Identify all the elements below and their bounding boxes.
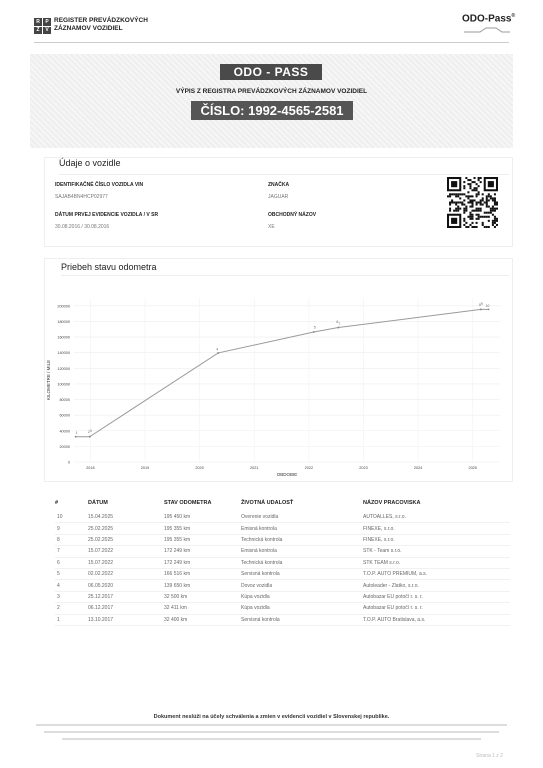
y-axis-label: KILOMETRE / MILE [46, 359, 51, 401]
cell-index: 7 [55, 546, 88, 557]
first-registration-label: DÁTUM PRVEJ EVIDENCIE VOZIDLA / V SR [55, 212, 159, 218]
data-point [75, 436, 77, 438]
y-tick-label: 140000 [57, 351, 70, 356]
cell-date: 02.02.2022 [88, 568, 164, 579]
table-row [55, 546, 510, 557]
y-tick-label: 40000 [59, 429, 70, 434]
footer-note: Dokument neslúži na účely schválenia a zmien v evidencii vozidiel v Slovenskej republike. [153, 714, 390, 720]
x-tick-label: 2023 [359, 466, 368, 470]
y-tick-label: 180000 [57, 319, 70, 324]
cell-event: Emisná kontrola [241, 523, 363, 534]
register-title-line1: REGISTER PREVÁDZKOVÝCH [54, 17, 148, 24]
cell-event: Technická kontrola [241, 557, 363, 568]
data-point-label: 1 [75, 431, 78, 436]
qr-code-icon [447, 177, 498, 228]
model-value: XE [268, 224, 275, 230]
x-axis-label: OBDOBIE [276, 472, 298, 477]
brand-car-icon [462, 26, 512, 34]
cell-odometer: 32 411 km [164, 603, 241, 614]
y-tick-label: 20000 [59, 444, 70, 449]
cell-event: Servisná kontrola [241, 568, 363, 579]
cell-event: Technická kontrola [241, 534, 363, 545]
col-header-workshop: NÁZOV PRACOVISKA [363, 500, 421, 506]
data-point [89, 436, 91, 438]
table-row [55, 603, 510, 614]
table-row [55, 568, 510, 579]
cell-workshop: Autobazar EU potočí r. s. r. [363, 603, 510, 614]
register-title-line2: ZÁZNAMOV VOZIDIEL [54, 25, 123, 32]
data-point [337, 327, 339, 329]
cell-event: Kúpa vozidla [241, 591, 363, 602]
cell-event: Servisná kontrola [241, 614, 363, 625]
vehicle-card [44, 157, 513, 247]
cell-index: 3 [55, 591, 88, 602]
odometer-chart [44, 290, 511, 480]
data-point-label: 8 [478, 302, 481, 307]
cell-date: 25.02.2025 [88, 534, 164, 545]
y-tick-label: 160000 [57, 335, 70, 340]
header-divider [34, 42, 509, 43]
cell-date: 15.04.2025 [88, 512, 164, 523]
data-point-label: 7 [338, 321, 341, 326]
cell-odometer: 139 650 km [164, 580, 241, 591]
register-title [54, 17, 148, 33]
table-row [55, 591, 510, 602]
cell-index: 2 [55, 603, 88, 614]
document-number: ČÍSLO: 1992-4565-2581 [191, 101, 353, 120]
table-row [55, 523, 510, 534]
odometer-history-table [55, 500, 510, 626]
vin-label: IDENTIFIKAČNÉ ČÍSLO VOZIDLA VIN [55, 182, 144, 188]
cell-odometer: 195 355 km [164, 534, 241, 545]
cell-workshop: Autoleader - Zlatko, s.r.o. [363, 580, 510, 591]
cell-index: 10 [55, 512, 88, 523]
data-point-label: 5 [313, 325, 316, 330]
table-row [55, 614, 510, 625]
col-header-date: DÁTUM [88, 500, 108, 506]
cell-date: 25.02.2025 [88, 523, 164, 534]
cell-odometer: 172 249 km [164, 546, 241, 557]
cell-index: 4 [55, 580, 88, 591]
brand-name: ODO-Pass [462, 13, 512, 25]
table-row [55, 557, 510, 568]
document-subtitle: VÝPIS Z REGISTRA PREVÁDZKOVÝCH ZÁZNAMOV VOZIDIEL [175, 88, 368, 95]
cell-workshop: T.O.P. AUTO PREMIUM, a.s. [363, 568, 510, 579]
first-registration-value: 30.08.2016 / 30.08.2016 [55, 224, 110, 230]
cell-index: 1 [55, 614, 88, 625]
cell-workshop: Autobazar EU potočí r. s. r. [363, 591, 510, 602]
table-header-row [55, 500, 510, 512]
y-tick-label: 200000 [57, 304, 70, 309]
cell-odometer: 172 249 km [164, 557, 241, 568]
col-header-index: # [55, 500, 59, 506]
cell-odometer: 166 516 km [164, 568, 241, 579]
logo-letter: P [43, 18, 51, 26]
data-point-label: 6 [336, 319, 339, 324]
y-tick-label: 100000 [57, 382, 70, 387]
cell-workshop: T.O.P. AUTO Bratislava, a.s. [363, 614, 510, 625]
table-row [55, 580, 510, 591]
x-tick-label: 2022 [304, 466, 314, 470]
x-tick-label: 2020 [195, 466, 204, 470]
page-number: Strana 1 z 2 [476, 753, 503, 759]
table-row [55, 534, 510, 545]
cell-odometer: 32 500 km [164, 591, 241, 602]
x-tick-label: 2019 [140, 466, 150, 470]
cell-date: 13.10.2017 [88, 614, 164, 625]
fine-print-line [44, 731, 499, 733]
logo-letter: R [34, 18, 42, 26]
y-tick-label: 120000 [57, 366, 70, 371]
cell-odometer: 32 400 km [164, 614, 241, 625]
data-point [217, 352, 219, 354]
data-point [313, 331, 315, 333]
table-row [55, 512, 510, 523]
data-point-label: 2 [87, 430, 90, 435]
cell-odometer: 195 450 km [164, 512, 241, 523]
cell-date: 15.07.2022 [88, 557, 164, 568]
data-point-label: 3 [89, 429, 92, 434]
cell-date: 15.07.2022 [88, 546, 164, 557]
odometer-section-title: Priebeh stavu odometra [61, 262, 157, 272]
y-tick-label: 0 [67, 460, 70, 465]
cell-event: Dovoz vozidla [241, 580, 363, 591]
x-tick-label: 2021 [250, 466, 259, 470]
cell-event: Kúpa vozidla [241, 603, 363, 614]
fine-print-line [36, 724, 507, 726]
data-point-label: 4 [216, 347, 219, 352]
logo-letter: Z [34, 27, 42, 35]
brand-label: ZNAČKA [268, 182, 290, 188]
vehicle-title-divider [59, 174, 509, 175]
vehicle-section-title: Údaje o vozidle [59, 158, 121, 168]
cell-index: 6 [55, 557, 88, 568]
cell-date: 25.12.2017 [88, 591, 164, 602]
odo-pass-brand [462, 13, 515, 24]
odometer-series-line [76, 309, 489, 436]
cell-workshop: STK TEAM s.r.o. [363, 557, 510, 568]
data-point-label: 9 [480, 301, 483, 306]
document-title: ODO - PASS [220, 64, 322, 80]
x-tick-label: 2018 [86, 466, 95, 470]
cell-event: Overenie vozidla [241, 512, 363, 523]
fine-print-line [62, 738, 481, 740]
vin-value: SAJAB4BN4HCP02977 [55, 194, 108, 200]
cell-workshop: FINEXE, s.r.o. [363, 534, 510, 545]
data-point [488, 308, 490, 310]
cell-workshop: AUTOALLES, s.r.o. [363, 512, 510, 523]
y-tick-label: 60000 [59, 413, 70, 418]
data-point [480, 309, 482, 311]
cell-index: 9 [55, 523, 88, 534]
y-tick-label: 80000 [59, 398, 70, 403]
x-tick-label: 2025 [468, 466, 477, 470]
cell-workshop: STK - Team s.r.o. [363, 546, 510, 557]
cell-index: 8 [55, 534, 88, 545]
odometer-title-divider [61, 275, 509, 276]
cell-odometer: 195 355 km [164, 523, 241, 534]
brand-registered-mark: ® [511, 13, 516, 19]
x-tick-label: 2024 [413, 466, 423, 470]
cell-date: 06.12.2017 [88, 603, 164, 614]
cell-date: 06.05.2020 [88, 580, 164, 591]
register-logo [34, 18, 50, 34]
brand-value: JAGUAR [268, 194, 289, 200]
data-point-label: 10 [485, 303, 490, 308]
col-header-event: ŽIVOTNÁ UDALOSŤ [241, 500, 294, 506]
cell-workshop: FINEXE, s.r.o. [363, 523, 510, 534]
cell-index: 5 [55, 568, 88, 579]
logo-letter: V [43, 27, 51, 35]
model-label: OBCHODNÝ NÁZOV [268, 212, 317, 218]
col-header-odometer: STAV ODOMETRA [164, 500, 212, 506]
cell-event: Emisná kontrola [241, 546, 363, 557]
